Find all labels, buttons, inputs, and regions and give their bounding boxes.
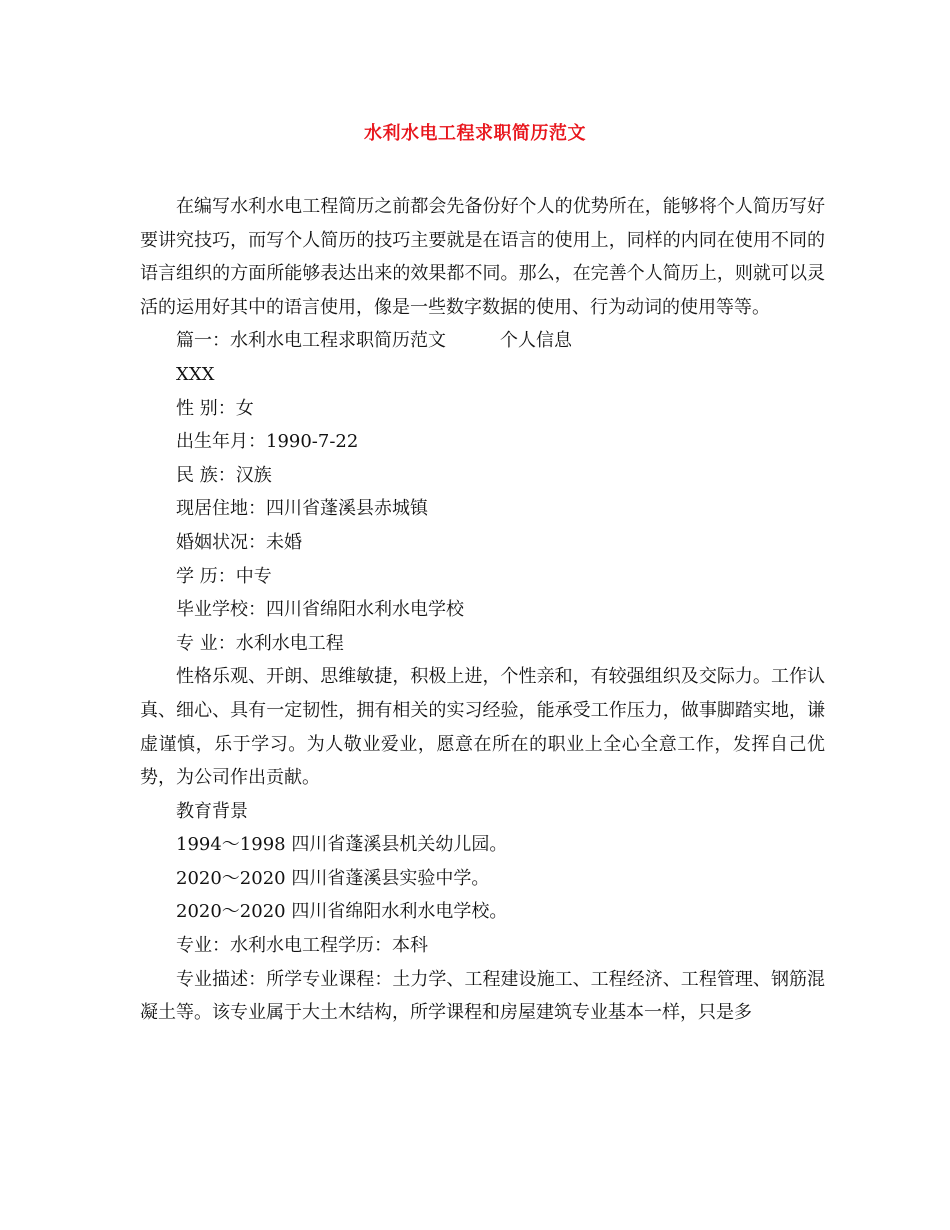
education-entry: 2020～2020 四川省绵阳水利水电学校。 [176,901,508,923]
education-entry: 2020～2020 四川省蓬溪县实验中学。 [176,867,490,889]
marital-status-line: 婚姻状况：未婚 [176,531,302,553]
major-line: 专 业：水利水电工程 [176,632,344,654]
section-subheading: 个人信息 [500,330,572,352]
ethnicity-line: 民 族：汉族 [176,464,272,486]
major-and-degree-line: 专业：水利水电工程学历：本科 [176,935,428,957]
education-heading: 教育背景 [176,800,248,822]
section-heading-line [140,324,825,358]
section-heading: 篇一：水利水电工程求职简历范文 [176,330,446,352]
gender-line: 性 别：女 [176,397,254,419]
residence-line: 现居住地：四川省蓬溪县赤城镇 [176,498,428,520]
name-line: XXX [176,363,215,385]
education-entry: 1994～1998 四川省蓬溪县机关幼儿园。 [176,834,508,856]
major-description-paragraph: 专业描述：所学专业课程：土力学、工程建设施工、工程经济、工程管理、钢筋混凝土等。该专业属于大土木结构，所学课程和房屋建筑专业基本一样，只是多 [140,968,825,1024]
education-level-line: 学 历：中专 [176,565,272,587]
document-title: 水利水电工程求职简历范文 [364,123,586,144]
graduated-school-line: 毕业学校：四川省绵阳水利水电学校 [176,599,464,621]
document-body [140,190,825,1030]
birth-line: 出生年月：1990-7-22 [176,431,359,453]
self-evaluation-paragraph: 性格乐观、开朗、思维敏捷，积极上进，个性亲和，有较强组织及交际力。工作认真、细心、具有一定韧性，拥有相关的实习经验，能承受工作压力，做事脚踏实地，谦虚谨慎，乐于学习。为人敬业爱业，愿意在所在的职业上全心全意工作，发挥自己优势，为公司作出贡献。 [140,666,825,789]
intro-paragraph: 在编写水利水电工程简历之前都会先备份好个人的优势所在，能够将个人简历写好要讲究技巧，而写个人简历的技巧主要就是在语言的使用上，同样的内同在使用不同的语言组织的方面所能够表达出来的效果都不同。那么，在完善个人简历上，则就可以灵活的运用好其中的语言使用，像是一些数字数据的使用、行为动词的使用等等。 [140,196,825,318]
